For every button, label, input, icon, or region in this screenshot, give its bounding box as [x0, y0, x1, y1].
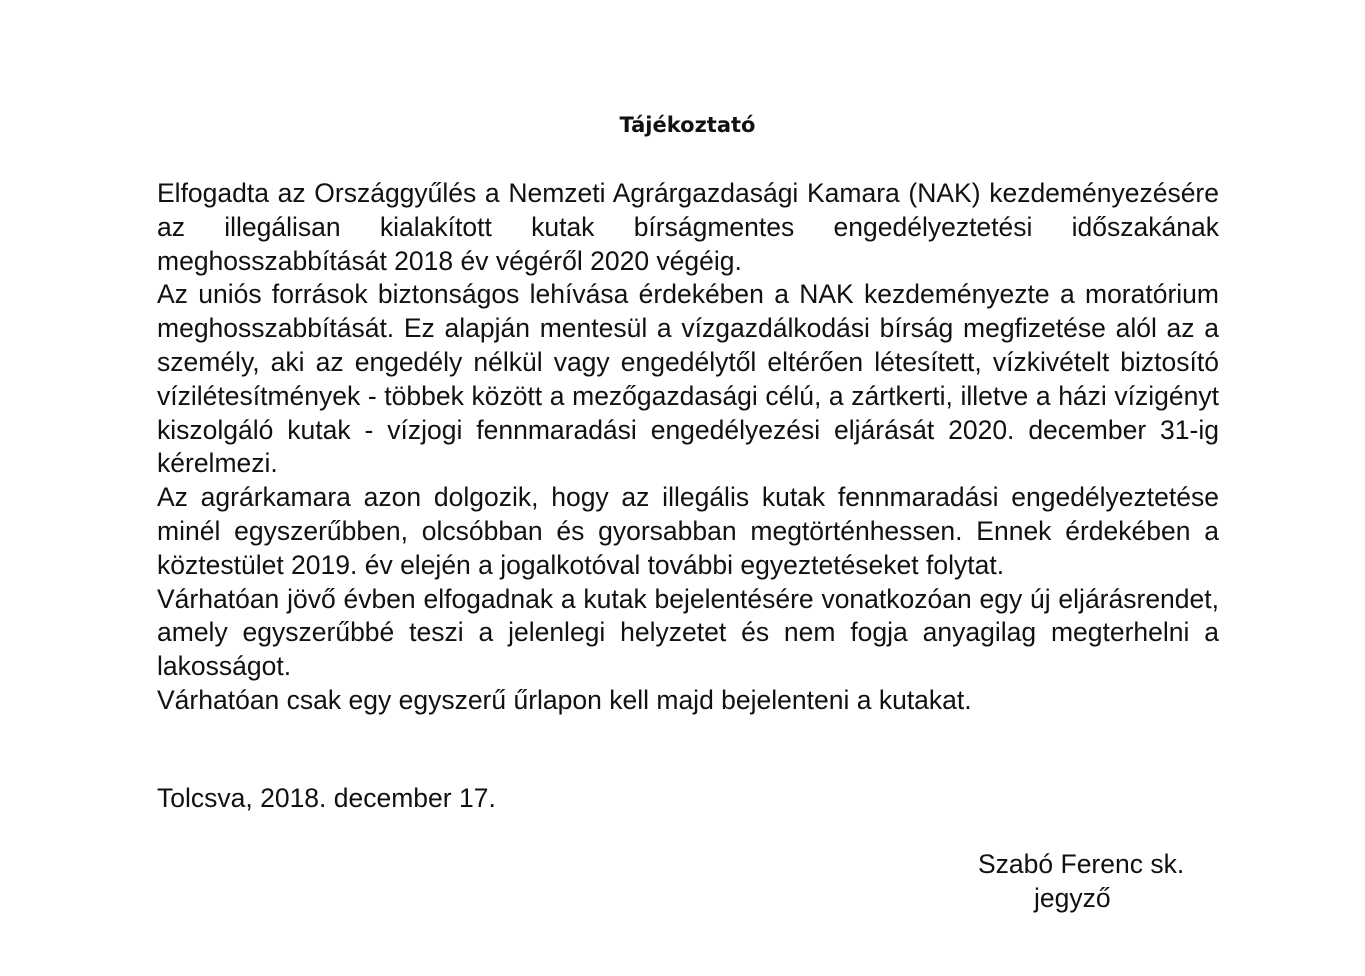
paragraph-new-procedure: Várhatóan jövő évben elfogadnak a kutak bejelentésére vonatkozóan egy új eljárásrendet, amely egyszerűbbé teszi a jelenlegi helyzetet és nem fogja anyagilag megterhelni a lakosságot.	[157, 583, 1219, 682]
paragraph-adoption: Elfogadta az Országgyűlés a Nemzeti Agrárgazdasági Kamara (NAK) kezdeményezésére az illegálisan kialakított kutak bírságmentes engedélyeztetési időszakának meghosszabbítását 2018 év végéről 2020 végéig.	[157, 178, 1219, 276]
paragraph-moratorium: Az uniós források biztonságos lehívása érdekében a NAK kezdeményezte a moratórium meghosszabbítását. Ez alapján mentesül a vízgazdálkodási bírság megfizetése alól az a személy, aki az engedély nélkül vagy engedélytől eltérően létesített, vízkivételt biztosító vízilétesítmények - többek között a mezőgazdasági célú, a zártkerti, illetve a házi vízigényt kiszolgáló kutak - vízjogi fennmaradási engedélyezési eljárását 2020. december 31-ig kérelmezi.	[157, 279, 1219, 479]
paragraph-chamber-work: Az agrárkamara azon dolgozik, hogy az illegális kutak fennmaradási engedélyeztetése minél egyszerűbben, olcsóbban és gyorsabban megtörténhessen. Ennek érdekében a köztestület 2019. év elején a jogalkotóval további egyeztetéseket folytat.	[157, 482, 1219, 580]
document-title: Tájékoztató	[619, 113, 756, 137]
paragraph-simple-form: Várhatóan csak egy egyszerű űrlapon kell majd bejelenteni a kutakat.	[157, 684, 972, 715]
place-and-date: Tolcsva, 2018. december 17.	[157, 783, 496, 813]
document-body	[157, 177, 1219, 718]
signatory-name: Szabó Ferenc sk.	[978, 849, 1185, 879]
signatory-title: jegyző	[1034, 883, 1111, 913]
